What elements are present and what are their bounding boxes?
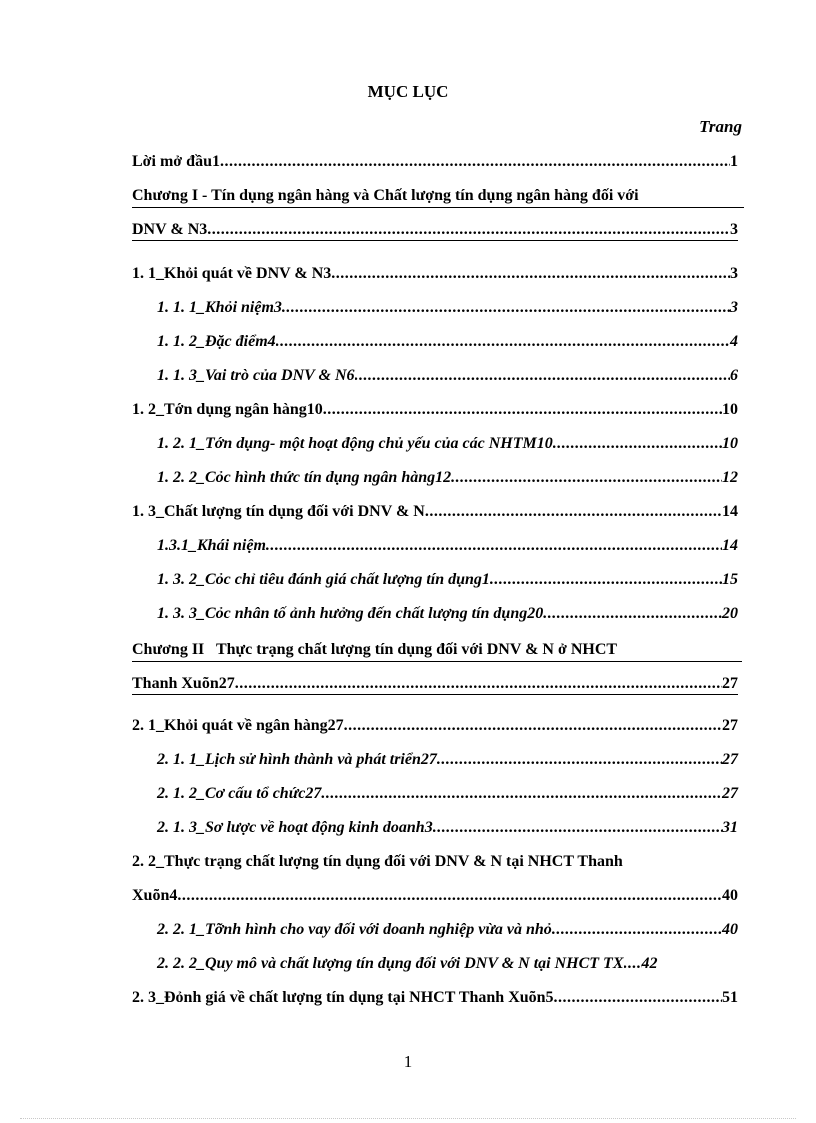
toc-entry-2-2-line2[interactable]: Xuõn4 ..... 40 xyxy=(132,886,738,906)
toc-entry-text: Lời mở đầu1 xyxy=(132,153,220,170)
page-number: 1 xyxy=(403,1052,413,1071)
toc-entry-1-3-2[interactable]: 1. 3. 2_Cỏc chỉ tiêu đánh giá chất lượng tín dụng1 ..... 15 xyxy=(157,570,738,590)
toc-entry-1-1-1[interactable]: 1. 1. 1_Khỏi niệm3 ..... 3 xyxy=(157,298,738,318)
chapter-underline xyxy=(132,661,742,662)
page-column-header: Trang xyxy=(699,117,742,136)
toc-entry-2-1-3[interactable]: 2. 1. 3_Sơ lược về hoạt động kinh doanh3 ..... 31 xyxy=(157,818,738,838)
toc-entry-2-2-1[interactable]: 2. 2. 1_Tỡnh hình cho vay đối với doanh nghiệp vừa và nhỏ ..... 40 xyxy=(157,920,738,940)
toc-chapter-1-line1[interactable]: Chương I - Tín dụng ngân hàng và Chất lượng tín dụng ngân hàng đối với xyxy=(132,187,639,204)
toc-chapter-1-line2[interactable]: DNV & N3 ..... 3 xyxy=(132,220,738,240)
toc-entry-1-3-1[interactable]: 1.3.1_Khái niệm ..... 14 xyxy=(157,536,738,556)
toc-entry-2-1[interactable]: 2. 1_Khỏi quát về ngân hàng27 ..... 27 xyxy=(132,716,738,736)
toc-entry-2-2-2[interactable]: 2. 2. 2_Quy mô và chất lượng tín dụng đối với DNV & N tại NHCT TX ..... 42 xyxy=(157,954,738,974)
toc-entry-2-1-2[interactable]: 2. 1. 2_Cơ cấu tổ chức27 ..... 27 xyxy=(157,784,738,804)
toc-entry-page: 27 xyxy=(722,675,738,692)
page-bottom-border xyxy=(20,1118,796,1119)
toc-entry-2-2-line1[interactable]: 2. 2_Thực trạng chất lượng tín dụng đối với DNV & N tại NHCT Thanh xyxy=(132,853,623,870)
toc-entry-1-3[interactable]: 1. 3_Chất lượng tín dụng đối với DNV & N ..... 14 xyxy=(132,502,738,522)
chapter-underline xyxy=(132,207,744,208)
chapter-underline xyxy=(132,694,738,695)
toc-entry-1-2[interactable]: 1. 2_Tớn dụng ngân hàng10 ..... 10 xyxy=(132,400,738,420)
toc-chapter-2-line2[interactable]: Thanh Xuõn27 ..... 27 xyxy=(132,674,738,694)
toc-entry-1-2-2[interactable]: 1. 2. 2_Cỏc hình thức tín dụng ngân hàng12 ..... 12 xyxy=(157,468,738,488)
toc-entry-1-2-1[interactable]: 1. 2. 1_Tớn dụng- một hoạt động chủ yếu của các NHTM10 ..... 10 xyxy=(157,434,738,454)
toc-entry-intro[interactable] xyxy=(132,152,738,172)
toc-entry-page: 3 xyxy=(730,221,738,238)
toc-entry-1-1-3[interactable]: 1. 1. 3_Vai trò của DNV & N6 ..... 6 xyxy=(157,366,738,386)
toc-chapter-2-line1[interactable]: Chương II Thực trạng chất lượng tín dụng đối với DNV & N ở NHCT xyxy=(132,641,618,658)
toc-entry-1-1[interactable]: 1. 1_Khỏi quát về DNV & N3 ..... 3 xyxy=(132,264,738,284)
page-title: MỤC LỤC xyxy=(367,82,449,101)
toc-entry-2-3[interactable]: 2. 3_Đỏnh giá về chất lượng tín dụng tại NHCT Thanh Xuõn5 ..... 51 xyxy=(132,988,738,1008)
toc-entry-1-1-2[interactable]: 1. 1. 2_Đặc điểm4 ..... 4 xyxy=(157,332,738,352)
toc-entry-2-1-1[interactable]: 2. 1. 1_Lịch sử hình thành và phát triển27 ..... 27 xyxy=(157,750,738,770)
toc-entry-page: 1 xyxy=(730,153,738,170)
chapter-underline xyxy=(132,240,738,241)
toc-entry-1-3-3[interactable]: 1. 3. 3_Cỏc nhân tố ảnh hưởng đến chất lượng tín dụng20 ..... 20 xyxy=(157,604,738,624)
